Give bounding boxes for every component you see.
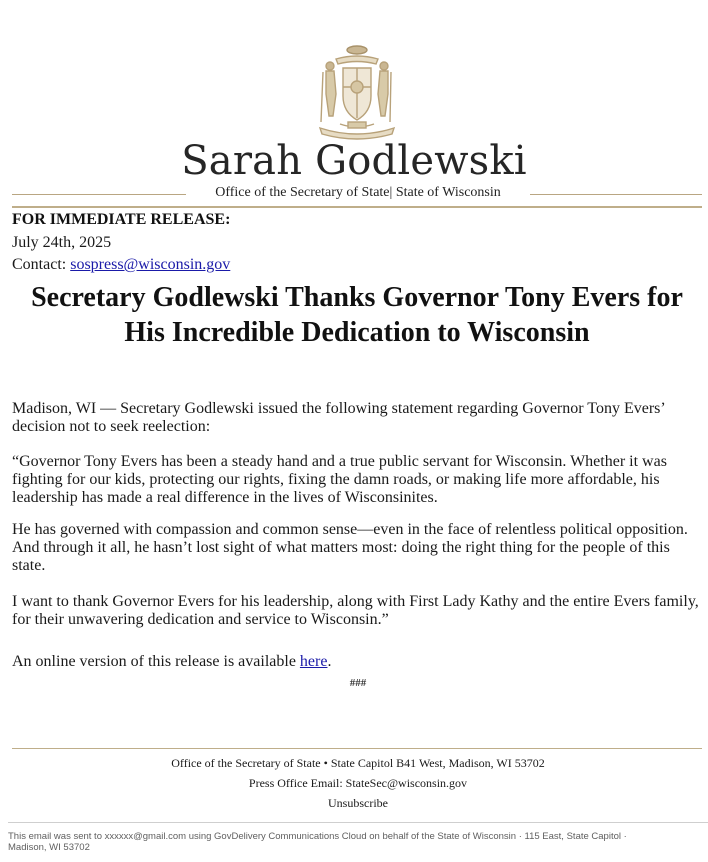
- header-divider: [12, 206, 702, 208]
- footer-press-email: Press Office Email: StateSec@wisconsin.gov: [248, 776, 468, 790]
- body-paragraph-quote-2: He has governed with compassion and common sense—even in the face of relentless political opposition. And through it all, he hasn’t lost sight of what matters most: doing the right thing for the people of this state.: [12, 521, 688, 574]
- end-of-release-mark: ###: [349, 677, 367, 689]
- release-label: FOR IMMEDIATE RELEASE:: [12, 211, 231, 228]
- footer-address: Office of the Secretary of State • State Capitol B41 West, Madison, WI 53702: [171, 756, 545, 770]
- unsubscribe-link[interactable]: Unsubscribe: [328, 796, 388, 810]
- sender-name-title: Sarah Godlewski: [181, 138, 527, 184]
- contact-label: Contact:: [12, 256, 67, 273]
- online-version-link[interactable]: here: [299, 653, 328, 670]
- footer-divider: [12, 748, 702, 749]
- contact-email-link[interactable]: sospress@wisconsin.gov: [70, 256, 231, 273]
- body-paragraph-quote-1: “Governor Tony Evers has been a steady hand and a true public servant for Wisconsin. Whether it was fighting for our kids, protecting our rights, fixing the damn roads, or making life more affordable, his leadership has made a real difference in the lives of Wisconsinites.: [12, 453, 667, 506]
- decorative-divider-left: [12, 194, 186, 195]
- release-date: July 24th, 2025: [12, 234, 112, 251]
- body-paragraph-quote-3: I want to thank Governor Evers for his leadership, along with First Lady Kathy and the entire Evers family, for their unwavering dedication and service to Wisconsin.”: [12, 593, 699, 628]
- disclaimer-divider: [8, 822, 708, 823]
- online-version-text: An online version of this release is available: [12, 653, 300, 670]
- press-release-headline: Secretary Godlewski Thanks Governor Tony Evers for His Incredible Dedication to Wisconsin: [31, 282, 683, 348]
- email-disclaimer: This email was sent to xxxxxx@gmail.com using GovDelivery Communications Cloud on behalf of the State of Wisconsin · 115 East, State Capitol · Madison, WI 53702: [8, 831, 627, 853]
- contact-line: [12, 256, 230, 274]
- state-seal-logo: [310, 42, 404, 140]
- online-version-line: [12, 653, 704, 671]
- body-paragraph-intro: Madison, WI — Secretary Godlewski issued the following statement regarding Governor Tony Evers’ decision not to seek reelection:: [12, 400, 665, 435]
- online-version-period: .: [327, 653, 332, 670]
- office-subtitle: Office of the Secretary of State| State of Wisconsin: [215, 185, 501, 200]
- decorative-divider-right: [530, 194, 702, 195]
- office-subtitle-row: [12, 184, 702, 204]
